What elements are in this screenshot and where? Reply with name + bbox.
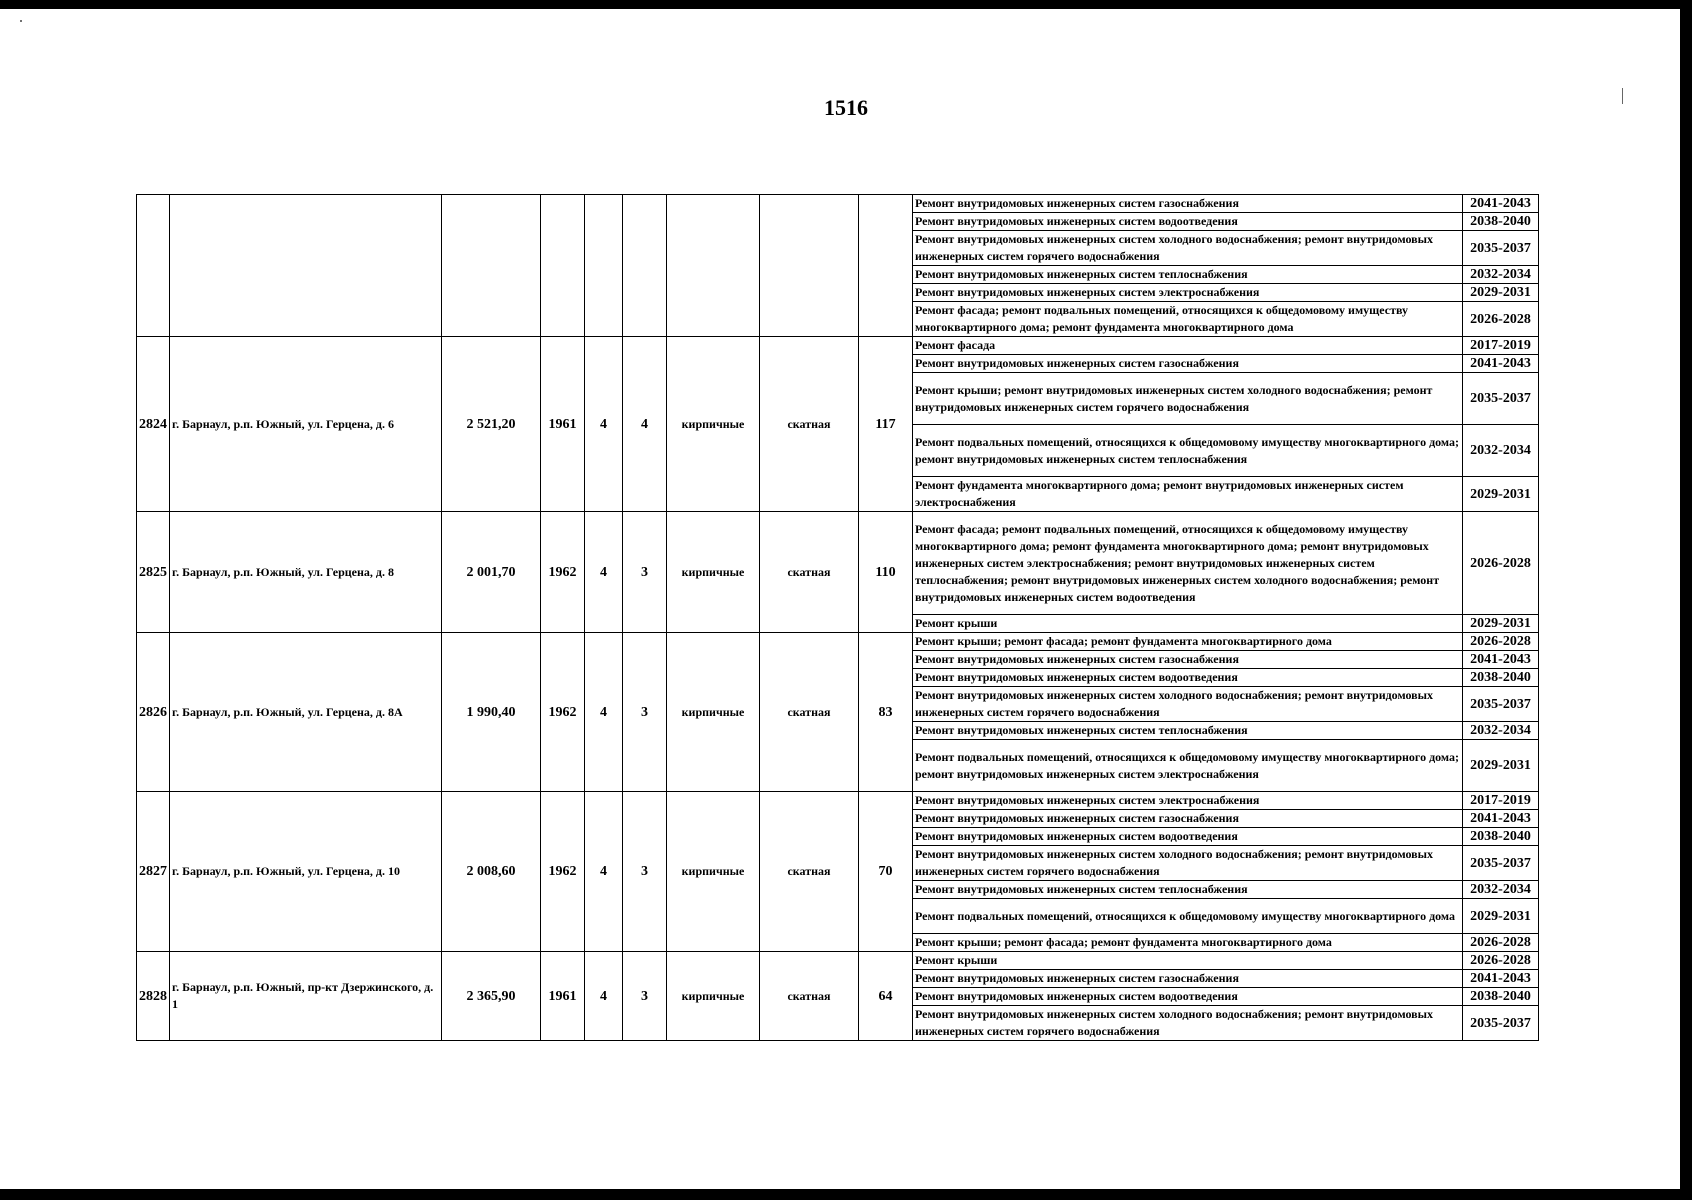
work-period: 2032-2034 — [1463, 722, 1539, 740]
house-area: 2 001,70 — [442, 512, 541, 633]
work-period: 2029-2031 — [1463, 899, 1539, 934]
entrances-count: 4 — [623, 337, 667, 512]
work-period: 2026-2028 — [1463, 934, 1539, 952]
house-number — [137, 195, 170, 337]
work-type: Ремонт внутридомовых инженерных систем электроснабжения — [913, 792, 1463, 810]
work-type: Ремонт внутридомовых инженерных систем газоснабжения — [913, 810, 1463, 828]
apartments-count: 64 — [859, 952, 913, 1041]
entrances-count — [623, 195, 667, 337]
house-address — [170, 195, 442, 337]
table-row — [137, 633, 1539, 651]
work-type: Ремонт внутридомовых инженерных систем водоотведения — [913, 669, 1463, 687]
entrances-count: 3 — [623, 952, 667, 1041]
build-year: 1961 — [541, 952, 585, 1041]
work-type: Ремонт фасада; ремонт подвальных помещений, относящихся к общедомовому имуществу многоквартирного дома; ремонт фундамента многоквартирного дома; ремонт внутридомовых инженерных систем электроснабжения; ремонт внутридомовых инженерных систем теплоснабжения; ремонт внутридомовых инженерных систем холодного водоснабжения; ремонт внутридомовых инженерных систем водоотведения — [913, 512, 1463, 615]
house-area: 2 008,60 — [442, 792, 541, 952]
wall-material — [667, 195, 760, 337]
floors-count: 4 — [585, 337, 623, 512]
house-area: 2 521,20 — [442, 337, 541, 512]
work-type: Ремонт внутридомовых инженерных систем газоснабжения — [913, 355, 1463, 373]
roof-type: скатная — [760, 633, 859, 792]
work-period: 2026-2028 — [1463, 952, 1539, 970]
work-type: Ремонт внутридомовых инженерных систем холодного водоснабжения; ремонт внутридомовых инженерных систем горячего водоснабжения — [913, 1006, 1463, 1041]
apartments-count: 70 — [859, 792, 913, 952]
work-period: 2035-2037 — [1463, 231, 1539, 266]
work-period: 2041-2043 — [1463, 651, 1539, 669]
work-period: 2026-2028 — [1463, 302, 1539, 337]
work-type: Ремонт внутридомовых инженерных систем холодного водоснабжения; ремонт внутридомовых инженерных систем горячего водоснабжения — [913, 846, 1463, 881]
build-year: 1961 — [541, 337, 585, 512]
work-type: Ремонт внутридомовых инженерных систем водоотведения — [913, 213, 1463, 231]
scan-top-edge — [0, 0, 1692, 9]
scan-right-edge — [1680, 9, 1692, 1189]
table-row — [137, 792, 1539, 810]
work-period: 2029-2031 — [1463, 615, 1539, 633]
work-period: 2038-2040 — [1463, 669, 1539, 687]
build-year: 1962 — [541, 792, 585, 952]
work-type: Ремонт внутридомовых инженерных систем газоснабжения — [913, 651, 1463, 669]
house-number: 2824 — [137, 337, 170, 512]
work-type: Ремонт крыши — [913, 952, 1463, 970]
house-address: г. Барнаул, р.п. Южный, ул. Герцена, д. 10 — [170, 792, 442, 952]
apartments-count — [859, 195, 913, 337]
work-type: Ремонт внутридомовых инженерных систем водоотведения — [913, 988, 1463, 1006]
build-year — [541, 195, 585, 337]
scan-speck — [20, 20, 22, 22]
work-type: Ремонт внутридомовых инженерных систем газоснабжения — [913, 195, 1463, 213]
entrances-count: 3 — [623, 792, 667, 952]
apartments-count: 110 — [859, 512, 913, 633]
table-row — [137, 337, 1539, 355]
table-row — [137, 195, 1539, 213]
work-type: Ремонт подвальных помещений, относящихся к общедомовому имуществу многоквартирного дома — [913, 899, 1463, 934]
work-period: 2017-2019 — [1463, 792, 1539, 810]
wall-material: кирпичные — [667, 337, 760, 512]
work-type: Ремонт фундамента многоквартирного дома; ремонт внутридомовых инженерных систем электроснабжения — [913, 477, 1463, 512]
work-period: 2026-2028 — [1463, 633, 1539, 651]
entrances-count: 3 — [623, 633, 667, 792]
scan-bottom-edge — [0, 1189, 1692, 1200]
wall-material: кирпичные — [667, 633, 760, 792]
page-number: 1516 — [824, 95, 868, 120]
roof-type: скатная — [760, 792, 859, 952]
work-period: 2038-2040 — [1463, 213, 1539, 231]
house-address: г. Барнаул, р.п. Южный, ул. Герцена, д. 8А — [170, 633, 442, 792]
work-type: Ремонт внутридомовых инженерных систем холодного водоснабжения; ремонт внутридомовых инженерных систем горячего водоснабжения — [913, 687, 1463, 722]
floors-count — [585, 195, 623, 337]
roof-type: скатная — [760, 337, 859, 512]
apartments-count: 83 — [859, 633, 913, 792]
floors-count: 4 — [585, 512, 623, 633]
house-area: 1 990,40 — [442, 633, 541, 792]
wall-material: кирпичные — [667, 952, 760, 1041]
floors-count: 4 — [585, 952, 623, 1041]
roof-type: скатная — [760, 952, 859, 1041]
work-period: 2032-2034 — [1463, 425, 1539, 477]
house-number: 2827 — [137, 792, 170, 952]
entrances-count: 3 — [623, 512, 667, 633]
work-type: Ремонт подвальных помещений, относящихся к общедомовому имуществу многоквартирного дома; ремонт внутридомовых инженерных систем электроснабжения — [913, 740, 1463, 792]
work-type: Ремонт крыши — [913, 615, 1463, 633]
work-type: Ремонт внутридомовых инженерных систем электроснабжения — [913, 284, 1463, 302]
work-type: Ремонт внутридомовых инженерных систем водоотведения — [913, 828, 1463, 846]
work-period: 2029-2031 — [1463, 477, 1539, 512]
work-period: 2035-2037 — [1463, 846, 1539, 881]
floors-count: 4 — [585, 792, 623, 952]
house-address: г. Барнаул, р.п. Южный, ул. Герцена, д. 8 — [170, 512, 442, 633]
house-number: 2826 — [137, 633, 170, 792]
table-row — [137, 512, 1539, 615]
apartments-count: 117 — [859, 337, 913, 512]
work-period: 2038-2040 — [1463, 988, 1539, 1006]
work-period: 2041-2043 — [1463, 810, 1539, 828]
work-type: Ремонт фасада — [913, 337, 1463, 355]
work-period: 2035-2037 — [1463, 373, 1539, 425]
work-period: 2029-2031 — [1463, 284, 1539, 302]
work-type: Ремонт внутридомовых инженерных систем газоснабжения — [913, 970, 1463, 988]
work-type: Ремонт подвальных помещений, относящихся к общедомовому имуществу многоквартирного дома; ремонт внутридомовых инженерных систем теплоснабжения — [913, 425, 1463, 477]
house-number: 2825 — [137, 512, 170, 633]
build-year: 1962 — [541, 512, 585, 633]
work-type: Ремонт внутридомовых инженерных систем теплоснабжения — [913, 722, 1463, 740]
roof-type — [760, 195, 859, 337]
work-period: 2032-2034 — [1463, 881, 1539, 899]
wall-material: кирпичные — [667, 512, 760, 633]
house-area — [442, 195, 541, 337]
house-address: г. Барнаул, р.п. Южный, пр-кт Дзержинского, д. 1 — [170, 952, 442, 1041]
work-type: Ремонт внутридомовых инженерных систем теплоснабжения — [913, 881, 1463, 899]
work-type: Ремонт крыши; ремонт внутридомовых инженерных систем холодного водоснабжения; ремонт внутридомовых инженерных систем горячего водоснабжения — [913, 373, 1463, 425]
work-period: 2038-2040 — [1463, 828, 1539, 846]
work-type: Ремонт крыши; ремонт фасада; ремонт фундамента многоквартирного дома — [913, 934, 1463, 952]
table-row — [137, 952, 1539, 970]
floors-count: 4 — [585, 633, 623, 792]
house-address: г. Барнаул, р.п. Южный, ул. Герцена, д. 6 — [170, 337, 442, 512]
work-period: 2029-2031 — [1463, 740, 1539, 792]
work-type: Ремонт крыши; ремонт фасада; ремонт фундамента многоквартирного дома — [913, 633, 1463, 651]
roof-type: скатная — [760, 512, 859, 633]
work-period: 2041-2043 — [1463, 195, 1539, 213]
house-number: 2828 — [137, 952, 170, 1041]
work-period: 2041-2043 — [1463, 355, 1539, 373]
work-type: Ремонт фасада; ремонт подвальных помещений, относящихся к общедомовому имуществу многоквартирного дома; ремонт фундамента многоквартирного дома — [913, 302, 1463, 337]
work-type: Ремонт внутридомовых инженерных систем холодного водоснабжения; ремонт внутридомовых инженерных систем горячего водоснабжения — [913, 231, 1463, 266]
house-area: 2 365,90 — [442, 952, 541, 1041]
work-period: 2041-2043 — [1463, 970, 1539, 988]
work-period: 2035-2037 — [1463, 687, 1539, 722]
work-period: 2032-2034 — [1463, 266, 1539, 284]
work-period: 2035-2037 — [1463, 1006, 1539, 1041]
work-period: 2026-2028 — [1463, 512, 1539, 615]
work-type: Ремонт внутридомовых инженерных систем теплоснабжения — [913, 266, 1463, 284]
wall-material: кирпичные — [667, 792, 760, 952]
work-period: 2017-2019 — [1463, 337, 1539, 355]
repair-schedule-table — [136, 194, 1539, 1041]
build-year: 1962 — [541, 633, 585, 792]
table-body — [137, 195, 1539, 1041]
